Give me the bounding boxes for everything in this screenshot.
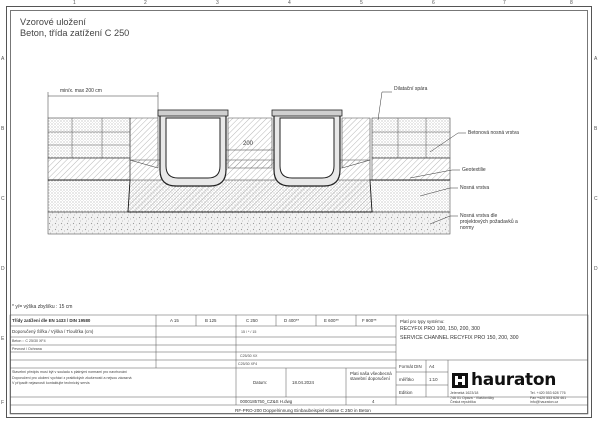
edition-label: Edition [399,390,413,395]
product-2: SERVICE CHANNEL RECYFIX PRO 150, 200, 300 [400,335,519,341]
grid-col-2: 2 [144,0,147,6]
grid-row-c: C [1,196,5,202]
value-row-4: C25/30 XX [240,354,258,358]
value-row-2: 15 / * / 15 [241,330,257,334]
scale-value: 1:10 [429,377,438,382]
title-block-grid [10,315,588,414]
class-b125: B 125 [205,318,217,323]
class-d400: D 400** [284,318,300,323]
left-paving [48,118,130,158]
grid-row-d: D [1,266,5,272]
format-label: Formát DIN [399,364,422,369]
load-row-1: Třídy zatížení dle EN 1433 / DIN 19580 [12,318,91,323]
grid-row-b: B [1,126,5,132]
grid-col-4: 4 [288,0,291,6]
format-value: A4 [429,364,435,369]
label-projekt: Nosná vrstva dle projektových požadavků a normy [460,213,518,231]
grid-row-b-right: B [594,126,598,132]
drawing-description: RF-PRO-200 Doppelrinnung Einbaubeispiel Klasse C 250 in Beton [235,408,371,413]
grid-row-a: A [1,56,5,62]
grid-row-c-right: C [594,196,598,202]
grid-col-3: 3 [216,0,219,6]
label-nosna: Nosná vrstva [460,185,490,191]
notes-label: Plati naša všeobecná stavební doporučení [350,371,392,381]
label-dilatacni: Dilatační spára [394,86,428,92]
fine-print: Stavební předpis musí být v souladu s platnými normami pro navrhování Doporučení pro uložení vychází z praktických zkušeností a nejsou závazná V případě nejasností kontaktujte technický servis [12,370,132,385]
company-address: Jeleneká 1623/18 746 01 Opava · Vlašťovičky Česká republika [450,391,495,404]
file-number: 4 [372,399,375,404]
load-row-4: Pevnost / Ochrana [12,347,42,351]
class-f900: F 900** [362,318,377,323]
date-label: Datum: [253,380,268,385]
label-betonova: Betonová nosná vrstva [468,130,519,136]
class-a15: A 15 [170,318,179,323]
grid-col-8: 8 [570,0,573,6]
title-line-1: Vzorové uložení [20,17,86,27]
grid-col-5: 5 [360,0,363,6]
grid-col-7: 7 [503,0,506,6]
grid-col-1: 1 [73,0,76,6]
date-value: 18.04.2024 [292,380,314,385]
grid-col-6: 6 [432,0,435,6]
right-paving [372,118,450,158]
title-line-2: Beton, třída zatížení C 250 [20,27,130,38]
valid-label: Platí pro typy systému: [400,319,445,324]
file-name: 0000185750_CZ&S H.dwg [240,399,293,404]
product-1: RECYFIX PRO 100, 150, 200, 300 [400,326,480,332]
scale-label: měřítko [399,377,414,382]
load-row-2: Doporučený Šířka / Výška / Tloušťka (cm) [12,329,94,334]
grid-row-f: F [1,400,5,406]
class-c250: C 250 [246,318,258,323]
label-geotextilie: Geotextilie [462,167,486,173]
dim-width-label: min/x. max 200 cm [60,88,102,94]
hauraton-logo-icon [452,373,470,389]
class-e600: E 600** [324,318,339,323]
grid-row-d-right: D [594,266,598,272]
base-layer [48,212,450,234]
grid-row-e: E [1,336,5,342]
dim-200-label: 200 [243,141,254,147]
footnote: * y/= výška zbyšíku : 15 cm [12,304,73,310]
grid-row-a-right: A [594,56,598,62]
value-row-5: C25/30 XF4 [238,362,258,366]
load-row-3: Beton :: C 25/30 XF4 [12,339,46,343]
hauraton-logo-text: hauraton [471,370,557,390]
company-contact: Tel. +420 553 628 776 Fax +420 553 626 461 info@hauraton.cz [530,391,567,404]
